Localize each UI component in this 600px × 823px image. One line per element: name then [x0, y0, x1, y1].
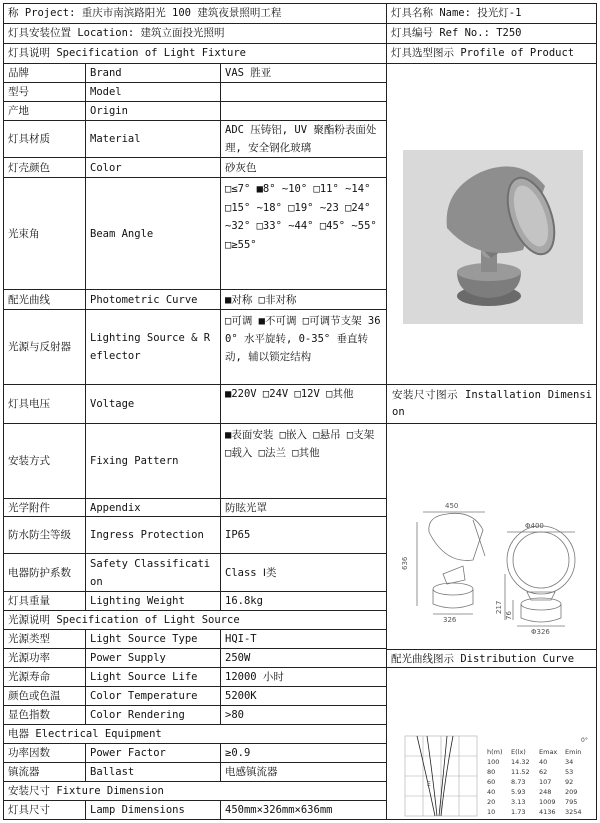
source-en: Color Rendering [86, 706, 221, 725]
spec-cn: 灯壳颜色 [4, 158, 86, 178]
spec-val: VAS 胜亚 [221, 64, 387, 83]
curve-table-cell: 11.52 [511, 768, 530, 776]
dim-h2: 217 [495, 600, 503, 614]
spec-cn: 灯具电压 [4, 385, 86, 424]
electrical-title: 电器 Electrical Equipment [4, 725, 387, 744]
curve-table-cell: 8.73 [511, 778, 526, 786]
spec-en: Lighting Source & Reflector [86, 310, 221, 385]
curve-table-cell: 209 [565, 788, 578, 796]
spec-sheet [3, 3, 597, 820]
curve-table-cell: 100 [487, 758, 500, 766]
source-cn: 显色指数 [4, 706, 86, 725]
curve-table-cell: 795 [565, 798, 578, 806]
project-cell [4, 4, 387, 24]
spec-en: Brand [86, 64, 221, 83]
source-en: Light Source Type [86, 630, 221, 649]
spec-cn: 灯具重量 [4, 592, 86, 611]
source-cn: 颜色或色温 [4, 687, 86, 706]
curve-table-cell: 3254 [565, 808, 582, 816]
spec-cn: 灯具材质 [4, 121, 86, 158]
source-title: 光源说明 Specification of Light Source [4, 611, 387, 630]
spec-val: ADC 压铸铝, UV 聚酯粉表面处理, 安全钢化玻璃 [221, 121, 387, 158]
spec-en: Safety Classification [86, 554, 221, 592]
spec-val [221, 83, 387, 102]
profile-panel [387, 64, 597, 385]
spec-title-cell [4, 44, 387, 64]
product-photo [403, 150, 583, 324]
curve-table-cell: 34 [565, 758, 574, 766]
spec-cn: 品牌 [4, 64, 86, 83]
spec-val: □≤7° ■8° ~10° □11° ~14° □15° ~18° □19° ~23 □24° ~32° □33° ~44° □45° ~55° □≥55° [221, 178, 387, 290]
spec-cn: 光学附件 [4, 499, 86, 517]
distribution-chart [387, 668, 597, 819]
source-val: 5200K [221, 687, 387, 706]
fixture-dim-title: 安装尺寸 Fixture Dimension [4, 782, 387, 801]
location-text: 灯具安装位置 Location: 建筑立面投光照明 [8, 27, 225, 39]
lamp-name-text: 灯具名称 Name: 投光灯-1 [391, 7, 522, 19]
source-val: 12000 小时 [221, 668, 387, 687]
lamp-name-cell [387, 4, 597, 24]
source-en: Color Temperature [86, 687, 221, 706]
spec-cn: 型号 [4, 83, 86, 102]
spec-en: Fixing Pattern [86, 424, 221, 499]
profile-title-text: 灯具选型图示 Profile of Product [391, 47, 575, 59]
spec-cn: 安装方式 [4, 424, 86, 499]
curve-table-cell: 107 [539, 778, 552, 786]
dim-h3: 76 [505, 611, 513, 620]
curve-header: Emax [539, 748, 558, 756]
electrical-val: 电感镇流器 [221, 763, 387, 782]
spec-en: Appendix [86, 499, 221, 517]
source-cn: 光源类型 [4, 630, 86, 649]
distribution-title: 配光曲线图示 Distribution Curve [387, 650, 597, 668]
source-en: Power Supply [86, 649, 221, 668]
dimension-cn: 灯具尺寸 [4, 801, 86, 819]
curve-table-cell: 92 [565, 778, 574, 786]
spec-val: IP65 [221, 517, 387, 554]
location-cell [4, 24, 387, 44]
curve-table-cell: 14.32 [511, 758, 530, 766]
project-text: 称 Project: 重庆市南滨路阳光 100 建筑夜景照明工程 [8, 7, 282, 19]
curve-table-cell: 1009 [539, 798, 556, 806]
spec-cn: 电器防护系数 [4, 554, 86, 592]
spec-val: 砂灰色 [221, 158, 387, 178]
source-cn: 光源功率 [4, 649, 86, 668]
spec-en: Model [86, 83, 221, 102]
spec-val: 16.8kg [221, 592, 387, 611]
source-val: >80 [221, 706, 387, 725]
dim-base: 326 [443, 616, 457, 624]
spec-val: ■表面安装 □嵌入 □悬吊 □支架 □载入 □法兰 □其他 [221, 424, 387, 499]
curve-table-cell: 80 [487, 768, 496, 776]
spec-en: Beam Angle [86, 178, 221, 290]
source-en: Light Source Life [86, 668, 221, 687]
spec-val: 防眩光罩 [221, 499, 387, 517]
curve-header: E(lx) [511, 748, 526, 756]
spec-cn: 光束角 [4, 178, 86, 290]
electrical-en: Power Factor [86, 744, 221, 763]
curve-table-cell: 5.93 [511, 788, 526, 796]
electrical-cn: 镇流器 [4, 763, 86, 782]
dimension-val: 450mm×326mm×636mm [221, 801, 387, 819]
spec-val: ■220V □24V □12V □其他 [221, 385, 387, 424]
install-panel [387, 424, 597, 650]
curve-angle: 0° [581, 737, 588, 744]
spec-en: Ingress Protection [86, 517, 221, 554]
profile-title-cell [387, 44, 597, 64]
curve-table-cell: 3.13 [511, 798, 526, 806]
source-val: HQI-T [221, 630, 387, 649]
floodlight-image [403, 150, 583, 324]
spec-en: Material [86, 121, 221, 158]
spec-val [221, 102, 387, 121]
distribution-panel [387, 668, 597, 819]
spec-en: Lighting Weight [86, 592, 221, 611]
electrical-cn: 功率因数 [4, 744, 86, 763]
curve-table-cell: 248 [539, 788, 552, 796]
source-val: 250W [221, 649, 387, 668]
curve-table-cell: 53 [565, 768, 574, 776]
electrical-val: ≥0.9 [221, 744, 387, 763]
spec-cn: 产地 [4, 102, 86, 121]
dim-width: 450 [445, 502, 459, 510]
curve-header: h(m) [487, 748, 503, 756]
curve-table-cell: 1.73 [511, 808, 526, 816]
curve-table-cell: 60 [487, 778, 496, 786]
spec-en: Color [86, 158, 221, 178]
curve-table-cell: 20 [487, 798, 496, 806]
spec-val: □可调 ■不可调 □可调节支架 360° 水平旋转, 0-35° 垂直转动, 辅以锁定结构 [221, 310, 387, 385]
spec-cn: 防水防尘等级 [4, 517, 86, 554]
curve-table-cell: 10 [487, 808, 496, 816]
spec-val: Class Ⅰ类 [221, 554, 387, 592]
curve-e-label: E [427, 781, 431, 788]
spec-val: ■对称 □非对称 [221, 290, 387, 310]
curve-table-cell: 40 [539, 758, 548, 766]
source-cn: 光源寿命 [4, 668, 86, 687]
curve-table-cell: 4136 [539, 808, 556, 816]
curve-table-cell: 62 [539, 768, 548, 776]
spec-en: Photometric Curve [86, 290, 221, 310]
electrical-en: Ballast [86, 763, 221, 782]
curve-table-cell: 40 [487, 788, 496, 796]
install-title: 安装尺寸图示 Installation Dimension [387, 385, 597, 424]
spec-title-text: 灯具说明 Specification of Light Fixture [8, 47, 246, 59]
dim-height: 636 [401, 556, 409, 570]
spec-cn: 配光曲线 [4, 290, 86, 310]
dim-base2: Φ326 [531, 628, 550, 636]
ref-no-cell [387, 24, 597, 44]
dimension-en: Lamp Dimensions [86, 801, 221, 819]
spec-cn: 光源与反射器 [4, 310, 86, 385]
curve-header: Emin [565, 748, 582, 756]
ref-no-text: 灯具编号 Ref No.: T250 [391, 27, 522, 39]
spec-en: Origin [86, 102, 221, 121]
dim-diameter: Φ400 [525, 522, 544, 530]
spec-en: Voltage [86, 385, 221, 424]
install-drawing [387, 424, 597, 650]
